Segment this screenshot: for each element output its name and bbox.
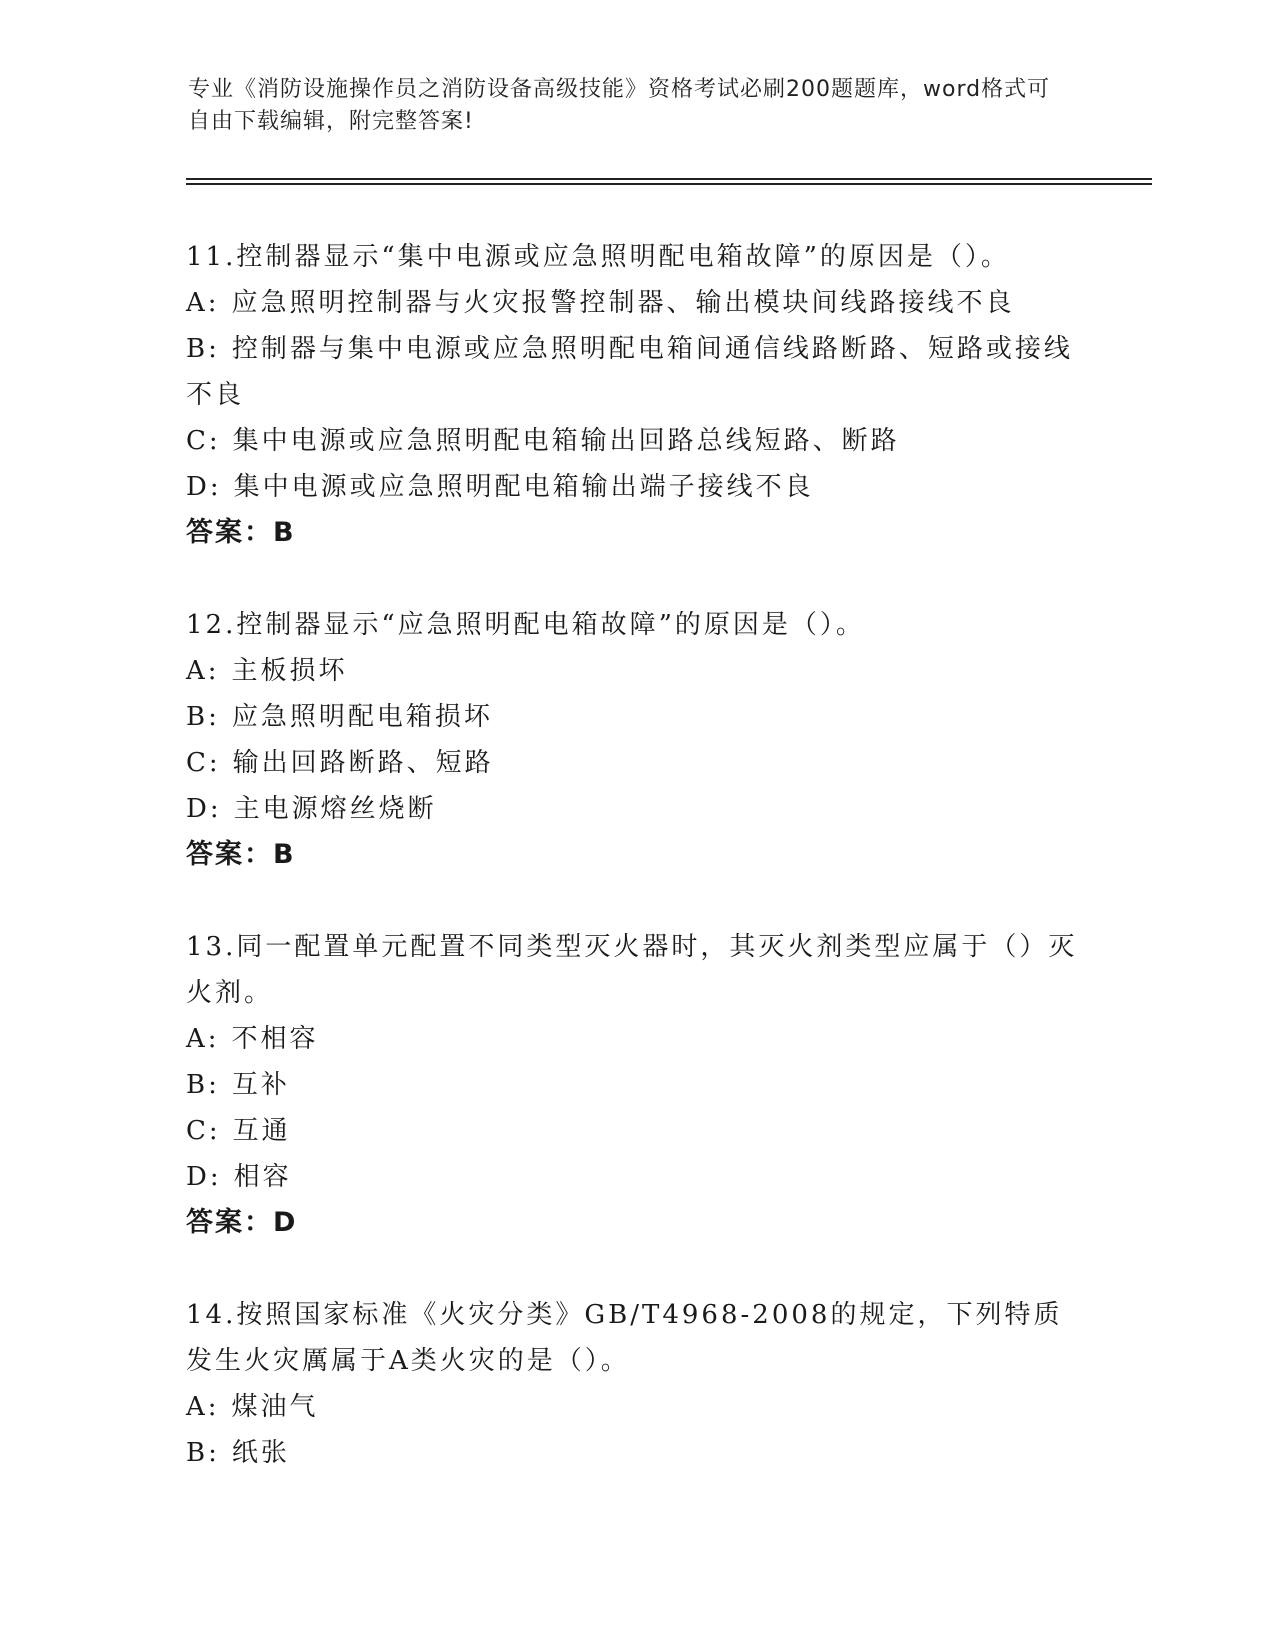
option-b	[186, 1062, 1086, 1108]
header-divider-bottom	[186, 183, 1152, 185]
option-d	[186, 464, 1086, 510]
option-text: 应急照明配电箱损坏	[231, 702, 493, 732]
option-a	[186, 280, 1086, 326]
question-11	[186, 234, 1086, 556]
option-a	[186, 1016, 1086, 1062]
option-a	[186, 1384, 1086, 1430]
answer: 答案：B	[186, 839, 296, 870]
option-text: 应急照明控制器与火灾报警控制器、输出模块间线路接线不良	[231, 288, 1015, 318]
option-label: A:	[186, 656, 220, 686]
option-b	[186, 326, 1086, 418]
option-label: B:	[186, 1070, 220, 1100]
option-text: 控制器与集中电源或应急照明配电箱间通信线路断路、短路或接线不良	[186, 334, 1073, 410]
question-14	[186, 1292, 1086, 1476]
question-title: 12.控制器显示“应急照明配电箱故障”的原因是（）。	[186, 610, 865, 640]
option-text: 互补	[231, 1070, 290, 1100]
option-text: 主板损坏	[231, 656, 348, 686]
option-text: 集中电源或应急照明配电箱输出端子接线不良	[233, 472, 814, 502]
option-c	[186, 1108, 1086, 1154]
option-text: 煤油气	[231, 1392, 319, 1422]
option-label: B:	[186, 702, 220, 732]
answer: 答案：B	[186, 517, 296, 548]
option-label: B:	[186, 334, 220, 364]
option-label: C:	[186, 1116, 221, 1146]
option-text: 主电源熔丝烧断	[233, 794, 437, 824]
option-label: D:	[186, 794, 222, 824]
option-d	[186, 1154, 1086, 1200]
question-13	[186, 924, 1086, 1246]
document-header: 专业《消防设施操作员之消防设备高级技能》资格考试必刷200题题库，word格式可自由下载编辑，附完整答案!	[188, 77, 1051, 134]
question-12	[186, 602, 1086, 878]
question-title: 11.控制器显示“集中电源或应急照明配电箱故障”的原因是（）。	[186, 242, 1010, 272]
question-list	[186, 234, 1086, 1522]
option-label: A:	[186, 288, 220, 318]
option-text: 不相容	[231, 1024, 319, 1054]
option-label: D:	[186, 472, 222, 502]
option-text: 纸张	[231, 1438, 290, 1468]
header-divider-top	[186, 178, 1152, 180]
option-text: 相容	[233, 1162, 292, 1192]
option-d	[186, 786, 1086, 832]
option-text: 输出回路断路、短路	[232, 748, 494, 778]
option-label: B:	[186, 1438, 220, 1468]
option-text: 互通	[232, 1116, 291, 1146]
answer: 答案：D	[186, 1207, 298, 1238]
option-b	[186, 694, 1086, 740]
option-label: A:	[186, 1024, 220, 1054]
question-title: 13.同一配置单元配置不同类型灭火器时，其灭火剂类型应属于（）灭火剂。	[186, 932, 1078, 1008]
option-label: C:	[186, 748, 221, 778]
option-a	[186, 648, 1086, 694]
option-label: D:	[186, 1162, 222, 1192]
question-title: 14.按照国家标准《火灾分类》GB/T4968-2008的规定，下列特质发生火灾厲属于A类火灾的是（）。	[186, 1300, 1063, 1376]
option-c	[186, 418, 1086, 464]
option-text: 集中电源或应急照明配电箱输出回路总线短路、断路	[232, 426, 900, 456]
option-label: A:	[186, 1392, 220, 1422]
option-label: C:	[186, 426, 221, 456]
option-b	[186, 1430, 1086, 1476]
option-c	[186, 740, 1086, 786]
